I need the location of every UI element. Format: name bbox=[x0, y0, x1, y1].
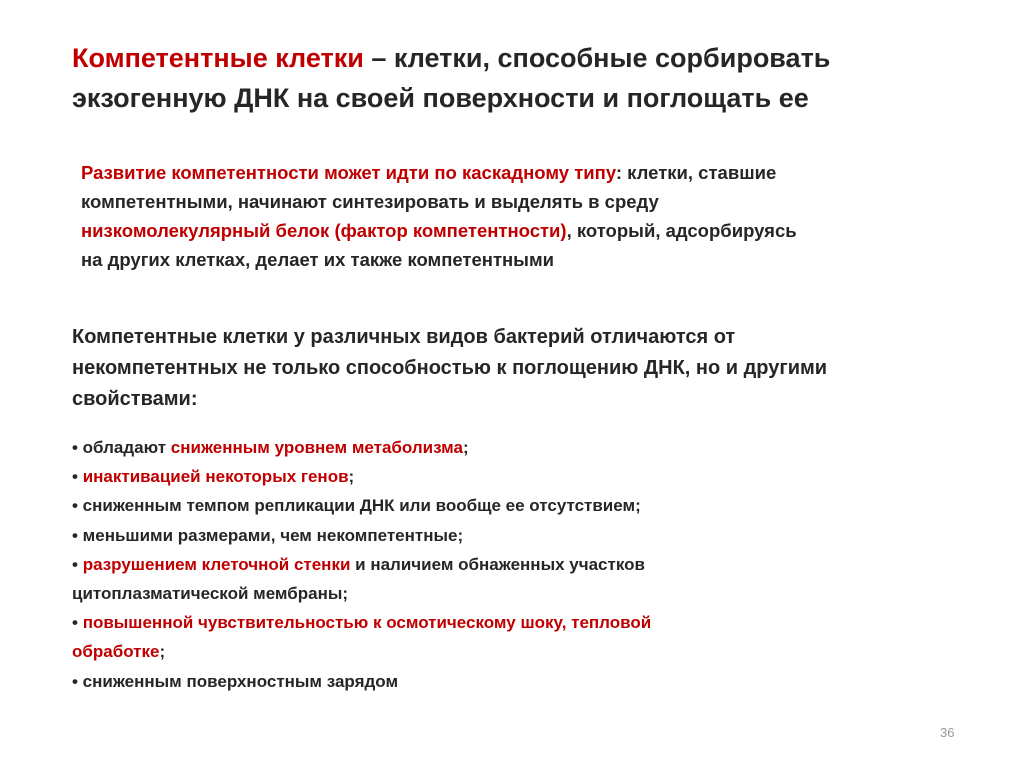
list-item-highlight: сниженным уровнем метаболизма bbox=[170, 438, 463, 457]
cascade-line-3 bbox=[81, 216, 981, 245]
cascade-text-1: : клетки, ставшие bbox=[615, 162, 777, 183]
list-item-text: • сниженным темпом репликации ДНК или вообще ее отсутствием; bbox=[72, 496, 641, 516]
intro-line-1: Компетентные клетки у различных видов бактерий отличаются от bbox=[72, 326, 736, 348]
list-item-text: • меньшими размерами, чем некомпетентные; bbox=[72, 525, 464, 545]
page-number: 36 bbox=[940, 725, 955, 740]
list-item bbox=[72, 550, 972, 608]
list-item-text: • bbox=[72, 467, 83, 487]
list-item bbox=[72, 491, 972, 520]
properties-list bbox=[72, 433, 972, 696]
intro-line-2: некомпетентных не только способностью к поглощению ДНК, но и другими bbox=[72, 357, 828, 379]
list-item-highlight: разрушением клеточной стенки bbox=[82, 554, 351, 574]
title-line-2: экзогенную ДНК на своей поверхности и поглощать ее bbox=[72, 83, 809, 113]
list-item-text-end: ; bbox=[462, 438, 469, 457]
title-definition: – клетки, способные сорбировать bbox=[363, 43, 831, 73]
cascade-highlight-1: Развитие компетентности может идти по каскадному типу bbox=[81, 162, 616, 183]
intro-line-3: свойствами: bbox=[72, 388, 198, 410]
cascade-text-2: , который, адсорбируясь bbox=[566, 220, 797, 241]
list-item-highlight: инактивацией некоторых генов bbox=[82, 467, 349, 487]
list-item-continuation-highlight: обработке bbox=[72, 642, 160, 662]
cascade-line-4: на других клетках, делает их также компетентными bbox=[81, 249, 555, 270]
slide-title bbox=[72, 38, 972, 118]
cascade-highlight-2: низкомолекулярный белок (фактор компетентности) bbox=[81, 220, 567, 241]
list-item-continuation: цитоплазматической мембраны; bbox=[72, 584, 349, 604]
title-term: Компетентные клетки bbox=[72, 43, 364, 73]
cascade-line-1 bbox=[81, 158, 981, 187]
title-line-1 bbox=[72, 38, 972, 78]
list-item bbox=[72, 462, 972, 491]
list-item-text-end: ; bbox=[348, 467, 355, 487]
list-item bbox=[72, 521, 972, 550]
list-item-text-end: и наличием обнаженных участков bbox=[350, 554, 645, 574]
list-item-text: • bbox=[72, 554, 83, 574]
list-item-highlight: повышенной чувствительностью к осмотическому шоку, тепловой bbox=[82, 613, 652, 633]
list-item bbox=[72, 608, 972, 666]
list-item bbox=[72, 667, 972, 696]
list-item bbox=[72, 433, 972, 462]
list-item-text: • сниженным поверхностным зарядом bbox=[72, 671, 399, 691]
cascade-line-2: компетентными, начинают синтезировать и выделять в среду bbox=[81, 191, 659, 212]
list-item-continuation: ; bbox=[159, 642, 166, 662]
intro-paragraph bbox=[72, 322, 972, 415]
list-item-text: • bbox=[72, 613, 83, 633]
list-item-text: • обладают bbox=[72, 438, 171, 457]
cascade-paragraph bbox=[81, 158, 981, 274]
